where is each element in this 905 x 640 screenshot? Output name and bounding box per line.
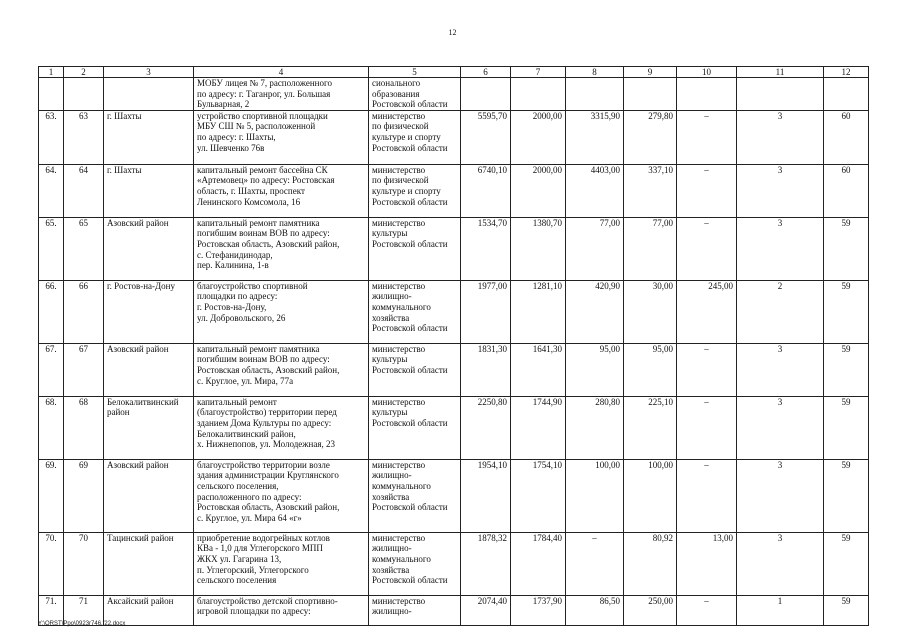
place-cell: Азовский район xyxy=(104,343,194,396)
table-row xyxy=(39,280,869,343)
place-cell: Азовский район xyxy=(104,217,194,280)
amount-cell: 1754,10 xyxy=(511,459,566,532)
place-cell: г. Шахты xyxy=(104,110,194,164)
row-number-cell: 68 xyxy=(64,396,104,459)
description-cell: приобретение водогрейных котлов КВа - 1,0 для Углегорского МПП ЖКХ ул. Гагарина 13, п. Углегорский, Углегорского сельского поселения xyxy=(194,532,369,595)
description-cell: благоустройство территории возле здания администрации Круглянского сельского поселения, расположенного по адресу: Ростовская область, Азовский район, с. Круглое, ул. Мира 64 «г» xyxy=(194,459,369,532)
amount-cell: – xyxy=(677,459,737,532)
amount-cell: 420,90 xyxy=(566,280,624,343)
score-cell: 59 xyxy=(824,595,869,625)
ministry-cell: министерство жилищно- коммунального хозяйства Ростовской области xyxy=(369,459,461,532)
row-index-cell: 66. xyxy=(39,280,64,343)
description-cell: капитальный ремонт (благоустройство) территории перед зданием Дома Культуры по адресу: Белокалитвинский район, х. Нижнепопов, ул. Молодежная, 23 xyxy=(194,396,369,459)
criteria-cell: 3 xyxy=(737,110,824,164)
score-cell: 59 xyxy=(824,343,869,396)
row-number-cell: 67 xyxy=(64,343,104,396)
amount-total-cell: 2074,40 xyxy=(461,595,511,625)
table-row xyxy=(39,532,869,595)
amount-cell: – xyxy=(677,164,737,217)
row-number-cell: 64 xyxy=(64,164,104,217)
description-cell: капитальный ремонт памятника погибшим воинам ВОВ по адресу: Ростовская область, Азовский район, с. Стефанидинодар, пер. Калинина, 1-в xyxy=(194,217,369,280)
place-cell: Тацинский район xyxy=(104,532,194,595)
criteria-cell: 1 xyxy=(737,595,824,625)
amount-cell: – xyxy=(677,595,737,625)
amount-cell: 77,00 xyxy=(566,217,624,280)
row-number-cell: 69 xyxy=(64,459,104,532)
amount-cell: – xyxy=(677,396,737,459)
amount-cell: – xyxy=(677,110,737,164)
amount-total-cell: 1954,10 xyxy=(461,459,511,532)
place-cell: Аксайский район xyxy=(104,595,194,625)
amount-cell: 1744,90 xyxy=(511,396,566,459)
header-cell: 9 xyxy=(624,67,677,78)
row-index-cell: 65. xyxy=(39,217,64,280)
criteria-cell: 3 xyxy=(737,532,824,595)
amount-total-cell: 1878,32 xyxy=(461,532,511,595)
description-cell: благоустройство спортивной площадки по адресу: г. Ростов-на-Дону, ул. Добровольского, 26 xyxy=(194,280,369,343)
amount-cell: 86,50 xyxy=(566,595,624,625)
score-cell: 60 xyxy=(824,110,869,164)
amount-total-cell: 2250,80 xyxy=(461,396,511,459)
criteria-cell: 3 xyxy=(737,164,824,217)
header-cell: 8 xyxy=(566,67,624,78)
table-row xyxy=(39,459,869,532)
amount-cell: 1281,10 xyxy=(511,280,566,343)
footer-filepath: Y:\ORST\Ppo\0923r746.f22.docx xyxy=(38,621,126,627)
amount-cell: 4403,00 xyxy=(566,164,624,217)
amount-cell: 280,80 xyxy=(566,396,624,459)
header-cell: 3 xyxy=(104,67,194,78)
score-cell: 59 xyxy=(824,396,869,459)
ministry-cell: министерство по физической культуре и спорту Ростовской области xyxy=(369,110,461,164)
score-cell: 59 xyxy=(824,532,869,595)
place-cell: г. Ростов-на-Дону xyxy=(104,280,194,343)
amount-cell: – xyxy=(677,343,737,396)
header-cell: 1 xyxy=(39,67,64,78)
place-cell: Азовский район xyxy=(104,459,194,532)
place-cell: Белокалитвинский район xyxy=(104,396,194,459)
ministry-cell: министерство культуры Ростовской области xyxy=(369,343,461,396)
description-cell: капитальный ремонт памятника погибшим воинам ВОВ по адресу: Ростовская область, Азовский район, с. Круглое, ул. Мира, 77а xyxy=(194,343,369,396)
amount-cell: 100,00 xyxy=(566,459,624,532)
amount-cell: – xyxy=(566,532,624,595)
amount-cell: 245,00 xyxy=(677,280,737,343)
continuation-row xyxy=(39,78,869,111)
amount-cell: 80,92 xyxy=(624,532,677,595)
score-cell: 60 xyxy=(824,164,869,217)
header-cell: 5 xyxy=(369,67,461,78)
amount-cell: 1737,90 xyxy=(511,595,566,625)
row-number-cell: 63 xyxy=(64,110,104,164)
amount-cell: 1641,30 xyxy=(511,343,566,396)
ministry-cell: сионального образования Ростовской области xyxy=(369,78,461,111)
header-cell: 7 xyxy=(511,67,566,78)
amount-cell: 1784,40 xyxy=(511,532,566,595)
criteria-cell: 3 xyxy=(737,459,824,532)
header-row xyxy=(39,67,869,78)
row-index-cell: 67. xyxy=(39,343,64,396)
amount-total-cell: 1534,70 xyxy=(461,217,511,280)
description-cell: благоустройство детской спортивно- игровой площадки по адресу: xyxy=(194,595,369,625)
description-cell: капитальный ремонт бассейна СК «Артемовец» по адресу: Ростовская область, г. Шахты, проспект Ленинского Комсомола, 16 xyxy=(194,164,369,217)
ministry-cell: министерство культуры Ростовской области xyxy=(369,217,461,280)
amount-total-cell: 5595,70 xyxy=(461,110,511,164)
amount-total-cell: 6740,10 xyxy=(461,164,511,217)
ministry-cell: министерство по физической культуре и спорту Ростовской области xyxy=(369,164,461,217)
score-cell: 59 xyxy=(824,217,869,280)
ministry-cell: министерство жилищно- xyxy=(369,595,461,625)
score-cell: 59 xyxy=(824,280,869,343)
amount-cell: 95,00 xyxy=(566,343,624,396)
row-number-cell: 66 xyxy=(64,280,104,343)
row-index-cell: 69. xyxy=(39,459,64,532)
description-cell: МОБУ лицея № 7, расположенного по адресу: г. Таганрог, ул. Большая Бульварная, 2 xyxy=(194,78,369,111)
amount-cell: 100,00 xyxy=(624,459,677,532)
amount-cell: 77,00 xyxy=(624,217,677,280)
ministry-cell: министерство жилищно- коммунального хозяйства Ростовской области xyxy=(369,280,461,343)
row-number-cell: 71 xyxy=(64,595,104,625)
header-cell: 12 xyxy=(824,67,869,78)
header-cell: 4 xyxy=(194,67,369,78)
amount-total-cell: 1831,30 xyxy=(461,343,511,396)
criteria-cell: 3 xyxy=(737,217,824,280)
amount-cell: 1380,70 xyxy=(511,217,566,280)
amount-cell: 13,00 xyxy=(677,532,737,595)
amount-cell: 2000,00 xyxy=(511,164,566,217)
amount-cell: 2000,00 xyxy=(511,110,566,164)
row-index-cell: 70. xyxy=(39,532,64,595)
amount-cell: 250,00 xyxy=(624,595,677,625)
amount-cell: 225,10 xyxy=(624,396,677,459)
ministry-cell: министерство жилищно- коммунального хозяйства Ростовской области xyxy=(369,532,461,595)
amount-cell: 279,80 xyxy=(624,110,677,164)
amount-cell: 30,00 xyxy=(624,280,677,343)
description-cell: устройство спортивной площадки МБУ СШ № 5, расположенной по адресу: г. Шахты, ул. Шевченко 76в xyxy=(194,110,369,164)
place-cell: г. Шахты xyxy=(104,164,194,217)
table-row xyxy=(39,110,869,164)
row-number-cell: 70 xyxy=(64,532,104,595)
table-row xyxy=(39,217,869,280)
amount-cell: 337,10 xyxy=(624,164,677,217)
amount-cell: 95,00 xyxy=(624,343,677,396)
table-row xyxy=(39,164,869,217)
header-cell: 10 xyxy=(677,67,737,78)
data-table xyxy=(38,66,869,626)
score-cell: 59 xyxy=(824,459,869,532)
amount-cell: – xyxy=(677,217,737,280)
table-row xyxy=(39,343,869,396)
row-index-cell: 64. xyxy=(39,164,64,217)
header-cell: 2 xyxy=(64,67,104,78)
criteria-cell: 3 xyxy=(737,343,824,396)
row-index-cell: 63. xyxy=(39,110,64,164)
criteria-cell: 2 xyxy=(737,280,824,343)
header-cell: 11 xyxy=(737,67,824,78)
header-cell: 6 xyxy=(461,67,511,78)
row-number-cell: 65 xyxy=(64,217,104,280)
row-index-cell: 68. xyxy=(39,396,64,459)
row-index-cell: 71. xyxy=(39,595,64,625)
amount-cell: 3315,90 xyxy=(566,110,624,164)
criteria-cell: 3 xyxy=(737,396,824,459)
ministry-cell: министерство культуры Ростовской области xyxy=(369,396,461,459)
page-number: 12 xyxy=(448,28,457,37)
amount-total-cell: 1977,00 xyxy=(461,280,511,343)
table-row xyxy=(39,595,869,625)
table-row xyxy=(39,396,869,459)
